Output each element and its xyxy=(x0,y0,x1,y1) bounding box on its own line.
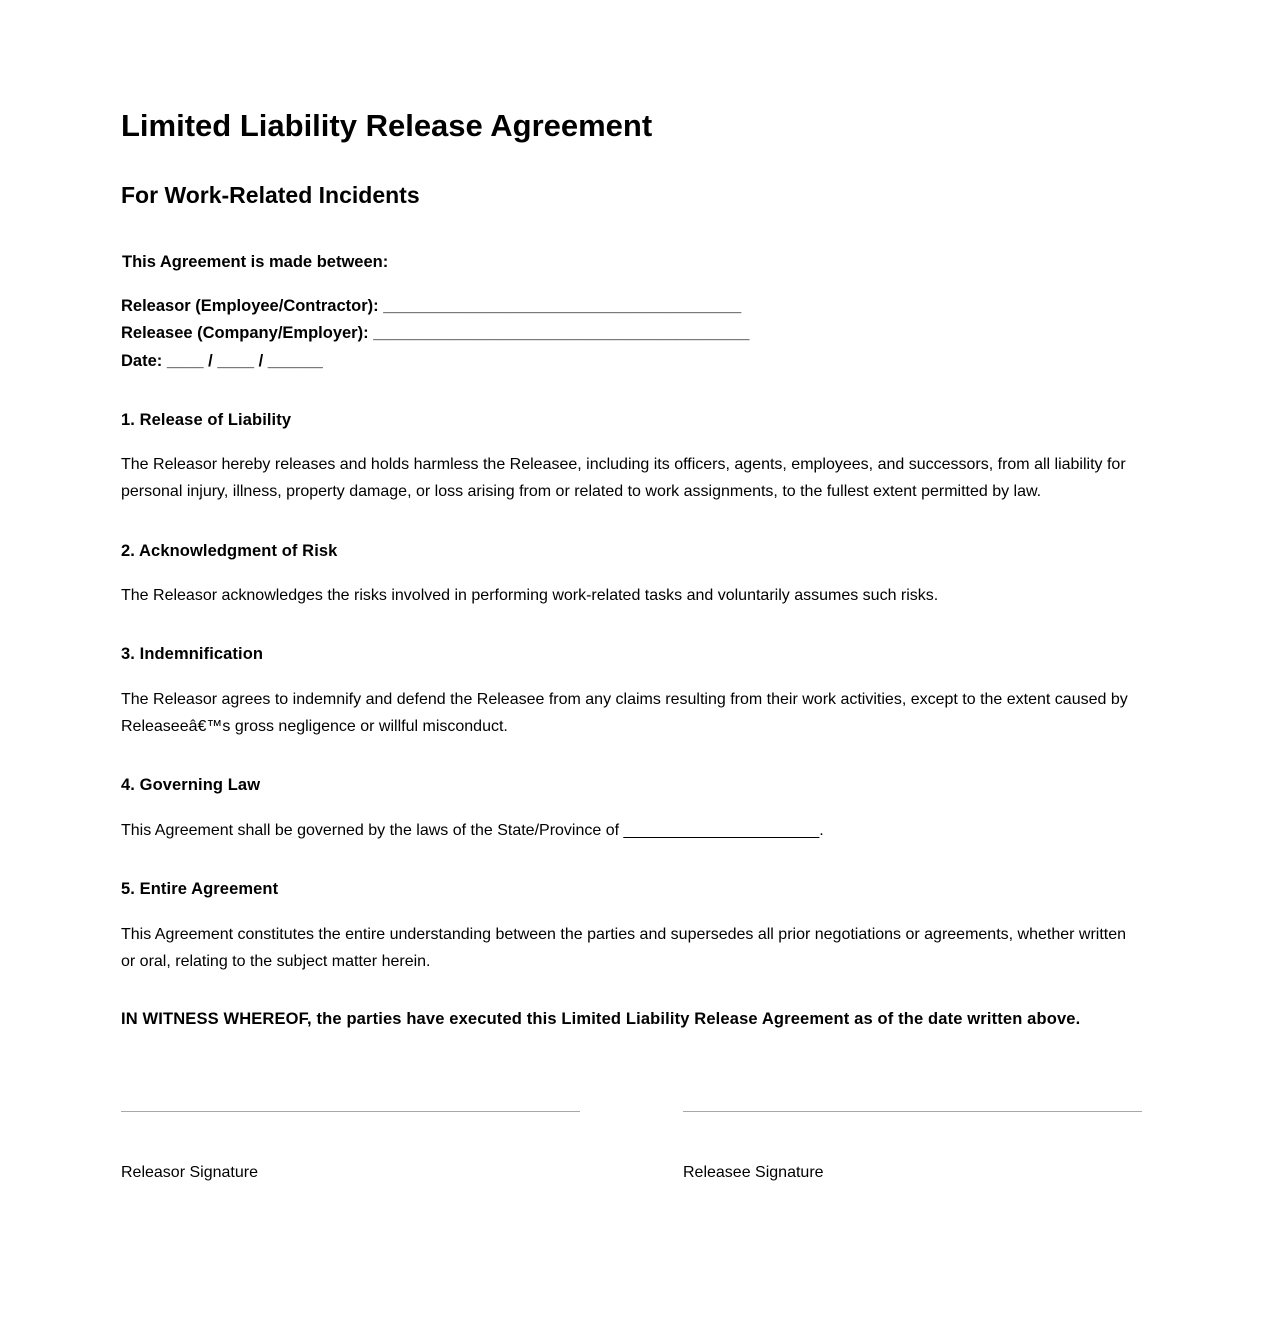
releasor-signature-line[interactable] xyxy=(121,1111,580,1112)
section-heading-release-of-liability: 1. Release of Liability xyxy=(121,411,292,429)
releasee-blank[interactable]: _________________________________________ xyxy=(373,324,750,342)
releasee-signature-label: Releasee Signature xyxy=(683,1164,824,1181)
parties-intro: This Agreement is made between: xyxy=(122,253,389,271)
releasor-label: Releasor (Employee/Contractor): xyxy=(121,297,379,315)
section-body-release-of-liability: The Releasor hereby releases and holds harmless the Releasee, including its officers, agents, employees, and successors, from all liability for personal injury, illness, property damage, or loss arising from or related to work assignments, to the fullest extent permitted by law. xyxy=(121,456,1126,500)
releasor-blank[interactable]: _______________________________________ xyxy=(383,297,742,315)
section-heading-indemnification: 3. Indemnification xyxy=(121,645,264,663)
date-field[interactable] xyxy=(121,352,323,371)
section-heading-acknowledgment-of-risk: 2. Acknowledgment of Risk xyxy=(121,542,338,560)
date-label: Date: xyxy=(121,352,163,370)
section-heading-governing-law: 4. Governing Law xyxy=(121,776,261,794)
document-title: Limited Liability Release Agreement xyxy=(121,108,653,143)
releasee-signature-line[interactable] xyxy=(683,1111,1142,1112)
releasee-label: Releasee (Company/Employer): xyxy=(121,324,369,342)
section-body-governing-law: This Agreement shall be governed by the laws of the State/Province of ______________________. xyxy=(121,822,824,839)
section-body-indemnification: The Releasor agrees to indemnify and defend the Releasee from any claims resulting from their work activities, except to the extent caused by Releaseeâ€™s gross negligence or willful misconduct. xyxy=(121,691,1128,735)
releasee-field[interactable] xyxy=(121,324,749,343)
document-subtitle: For Work-Related Incidents xyxy=(121,182,420,208)
date-blank[interactable]: ____ / ____ / ______ xyxy=(166,352,323,370)
releasor-signature-block[interactable] xyxy=(121,1111,580,1181)
section-body-entire-agreement: This Agreement constitutes the entire understanding between the parties and supersedes all prior negotiations or agreements, whether written or oral, relating to the subject matter herein. xyxy=(121,926,1127,970)
releasor-signature-label: Releasor Signature xyxy=(121,1164,258,1181)
section-body-acknowledgment-of-risk: The Releasor acknowledges the risks involved in performing work-related tasks and voluntarily assumes such risks. xyxy=(121,587,939,604)
releasee-signature-block[interactable] xyxy=(683,1111,1142,1181)
witness-statement: IN WITNESS WHEREOF, the parties have executed this Limited Liability Release Agreement as of the date written above. xyxy=(121,1010,1081,1028)
releasor-field[interactable] xyxy=(121,297,741,316)
section-heading-entire-agreement: 5. Entire Agreement xyxy=(121,880,279,898)
